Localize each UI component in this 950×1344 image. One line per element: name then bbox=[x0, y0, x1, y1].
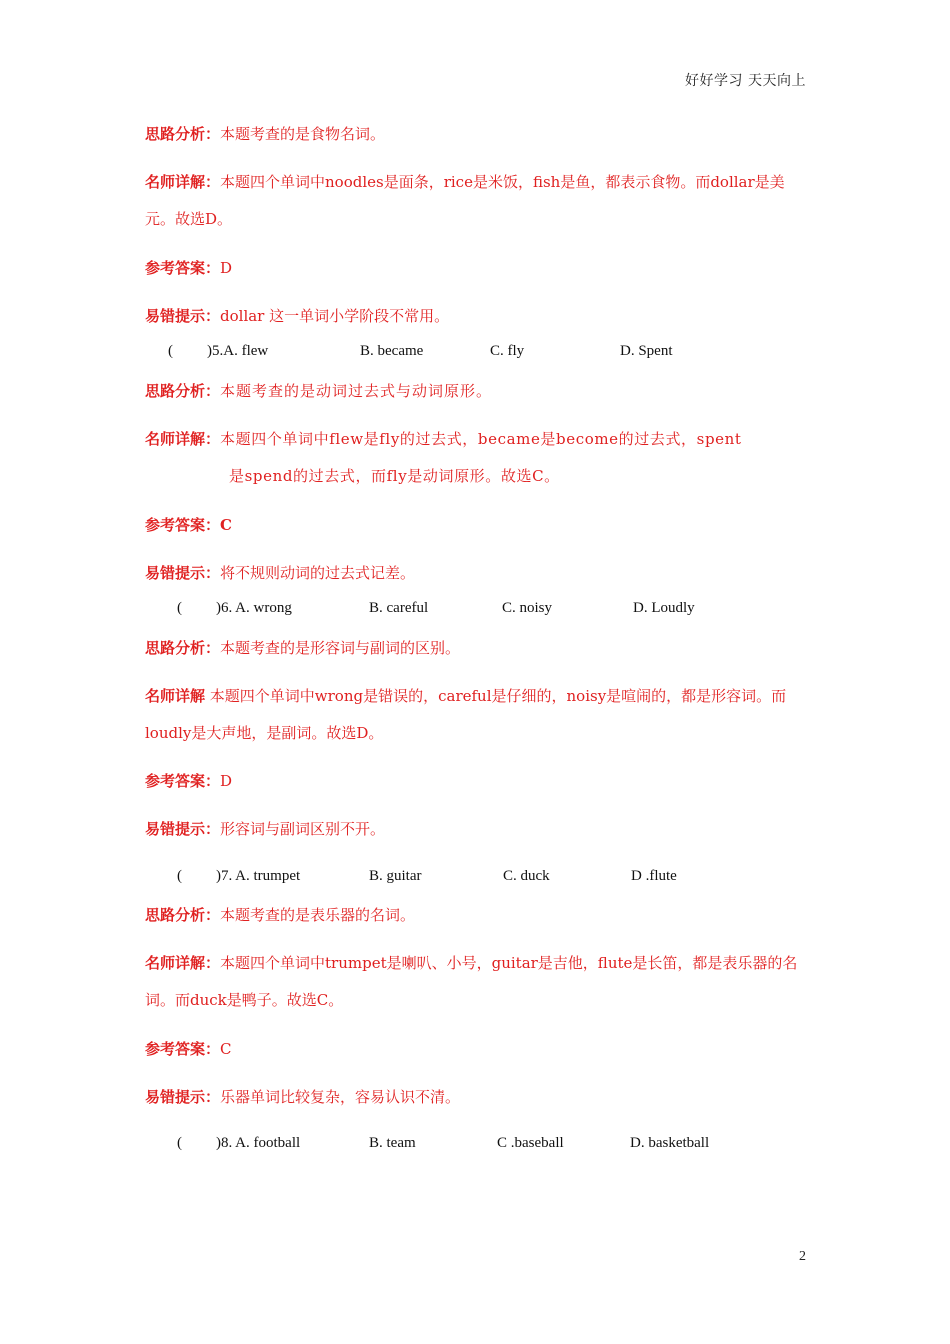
q6-answer: 参考答案：D bbox=[145, 772, 233, 790]
q4-analysis: 思路分析：本题考查的是食物名词。 bbox=[145, 125, 386, 143]
q6-tip: 易错提示：形容词与副词区别不开。 bbox=[145, 820, 386, 838]
analysis-label: 思路分析： bbox=[145, 125, 221, 143]
q7-paren: ( bbox=[177, 868, 182, 884]
q5-option-b: B. became bbox=[360, 343, 424, 359]
q5-detail-line1: 名师详解：本题四个单词中flew是fly的过去式，became是become的过去式，spent bbox=[145, 430, 742, 448]
q4-tip: 易错提示：dollar 这一单词小学阶段不常用。 bbox=[145, 307, 450, 325]
q7-option-b: B. guitar bbox=[369, 868, 422, 884]
tip-label: 易错提示： bbox=[145, 307, 221, 325]
q6-paren: ( bbox=[177, 600, 182, 616]
q8-option-c: C .baseball bbox=[497, 1135, 564, 1151]
q7-analysis: 思路分析：本题考查的是表乐器的名词。 bbox=[145, 906, 416, 924]
q5-paren: ( bbox=[168, 343, 173, 359]
q7-option-a: )7. A. trumpet bbox=[216, 868, 301, 884]
q8-paren: ( bbox=[177, 1135, 182, 1151]
q7-option-c: C. duck bbox=[503, 868, 550, 884]
page-number: 2 bbox=[799, 1249, 806, 1264]
q5-option-a: )5.A. flew bbox=[207, 343, 269, 359]
q5-answer: 参考答案：C bbox=[145, 516, 232, 534]
q8-option-a: )8. A. football bbox=[216, 1135, 301, 1151]
q7-detail: 名师详解：本题四个单词中trumpet是喇叭、小号，guitar是吉他，flute是长笛，都是表乐器的名词。而duck是鸭子。故选C。 bbox=[145, 954, 798, 1009]
q6-option-a: )6. A. wrong bbox=[216, 600, 292, 616]
q7-tip: 易错提示：乐器单词比较复杂，容易认识不清。 bbox=[145, 1088, 461, 1106]
detail-label: 名师详解： bbox=[145, 173, 221, 191]
q5-tip: 易错提示：将不规则动词的过去式记差。 bbox=[145, 564, 416, 582]
q6-option-c: C. noisy bbox=[502, 600, 553, 616]
q8-option-d: D. basketball bbox=[630, 1135, 710, 1151]
q5-analysis: 思路分析：本题考查的是动词过去式与动词原形。 bbox=[145, 382, 493, 400]
q5-option-d: D. Spent bbox=[620, 343, 673, 359]
page-header: 好好学习 天天向上 bbox=[685, 73, 806, 89]
q6-analysis: 思路分析：本题考查的是形容词与副词的区别。 bbox=[145, 639, 461, 657]
q6-option-d: D. Loudly bbox=[633, 600, 695, 616]
q5-option-c: C. fly bbox=[490, 343, 525, 359]
q8-option-b: B. team bbox=[369, 1135, 416, 1151]
q7-answer: 参考答案：C bbox=[145, 1040, 232, 1058]
q7-option-d: D .flute bbox=[631, 868, 677, 884]
q5-detail-line2: 是spend的过去式，而fly是动词原形。故选C。 bbox=[229, 467, 560, 485]
answer-label: 参考答案： bbox=[145, 259, 221, 277]
q6-detail: 名师详解 本题四个单词中wrong是错误的，careful是仔细的，noisy是喧闹的，都是形容词。而loudly是大声地，是副词。故选D。 bbox=[145, 687, 787, 742]
q6-option-b: B. careful bbox=[369, 600, 429, 616]
q4-detail: 名师详解：本题四个单词中noodles是面条，rice是米饭，fish是鱼，都表示食物。而dollar是美元。故选D。 bbox=[145, 173, 785, 228]
q4-answer: 参考答案：D bbox=[145, 259, 233, 277]
